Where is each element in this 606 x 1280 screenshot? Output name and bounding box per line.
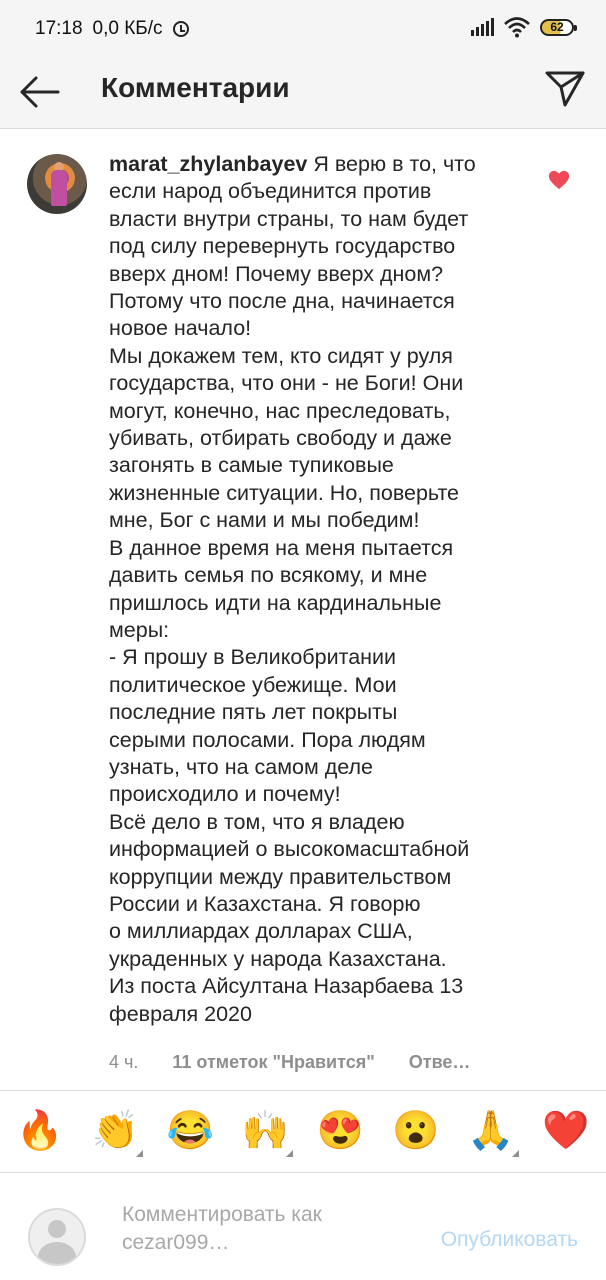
heart-eyes-emoji-button[interactable]: 😍 [316, 1110, 365, 1152]
fire-emoji-button[interactable]: 🔥 [16, 1110, 64, 1152]
avatar-placeholder-head [48, 1220, 66, 1238]
send-icon[interactable] [544, 67, 586, 109]
signal-icon [471, 18, 494, 36]
comment-item [0, 128, 606, 1088]
pray-emoji-button[interactable]: 🙏 [467, 1107, 515, 1155]
red-heart-emoji-button[interactable]: ❤️ [542, 1110, 590, 1152]
comment-text-block [109, 151, 534, 1028]
comment-likes[interactable]: 11 отметок "Нравится" [172, 1052, 375, 1072]
laugh-emoji-button[interactable]: 😂 [166, 1110, 214, 1152]
battery-level: 62 [550, 20, 564, 34]
page-title: Комментарии [101, 72, 290, 103]
status-bar [0, 0, 606, 58]
status-right [471, 16, 574, 38]
network-speed: 0,0 КБ/с [92, 18, 163, 39]
battery-icon [540, 19, 574, 36]
heart-icon[interactable] [548, 169, 570, 191]
app-bar [0, 58, 606, 129]
alarm-icon [173, 21, 189, 37]
arrow-left-icon[interactable] [18, 70, 62, 114]
comment-composer [0, 1173, 606, 1280]
avatar-figure-body [51, 170, 67, 206]
status-left [35, 18, 189, 40]
comment-text: Я верю в то, что если народ объединится против власти внутри страны, то нам будет под силу перевернуть государство вверх дном! Почему вверх дном? Потому что после дна, начинается новое начало! Мы докажем тем, кто сидят у руля государства, что они - не Боги! Они могут, конечно, нас преследовать, убивать, отбирать свободу и даже загонять в самые тупиковые жизненные ситуации. Но, поверьте мне, Бог с нами и мы победим! В данное время на меня пытается давить семья по всякому, и мне пришлось идти на кардинальные меры: - Я прошу в Великобритании политическое убежище. Мои последние пять лет покрыты серыми полосами. Пора людям узнать, что на самом деле происходило и почему! Всё дело в том, что я владею информацией о высокомасштабной коррупции между правительством России и Казахстана. Я говорю о миллиардах долларах США, украденных у народа Казахстана. Из поста Айсултана Назарбаева 13 февраля 2020 [109, 152, 476, 1026]
comment-meta [109, 1052, 470, 1073]
wifi-icon [504, 16, 530, 38]
comment-username[interactable]: marat_zhylanbayev [109, 152, 308, 176]
emoji-quick-bar [0, 1091, 606, 1171]
post-button[interactable]: Опубликовать [440, 1228, 578, 1251]
comment-input[interactable]: Комментировать как cezar099… [122, 1203, 322, 1254]
surprised-emoji-button[interactable]: 😮 [392, 1110, 440, 1152]
avatar-placeholder-body [38, 1242, 76, 1266]
reply-button[interactable]: Отве… [408, 1052, 471, 1072]
avatar [28, 1208, 86, 1266]
comment-time: 4 ч. [109, 1052, 139, 1072]
avatar[interactable] [27, 154, 87, 214]
status-time: 17:18 [35, 18, 83, 39]
raised-hands-emoji-button[interactable]: 🙌 [241, 1107, 289, 1155]
clap-emoji-button[interactable]: 👏 [91, 1107, 139, 1155]
